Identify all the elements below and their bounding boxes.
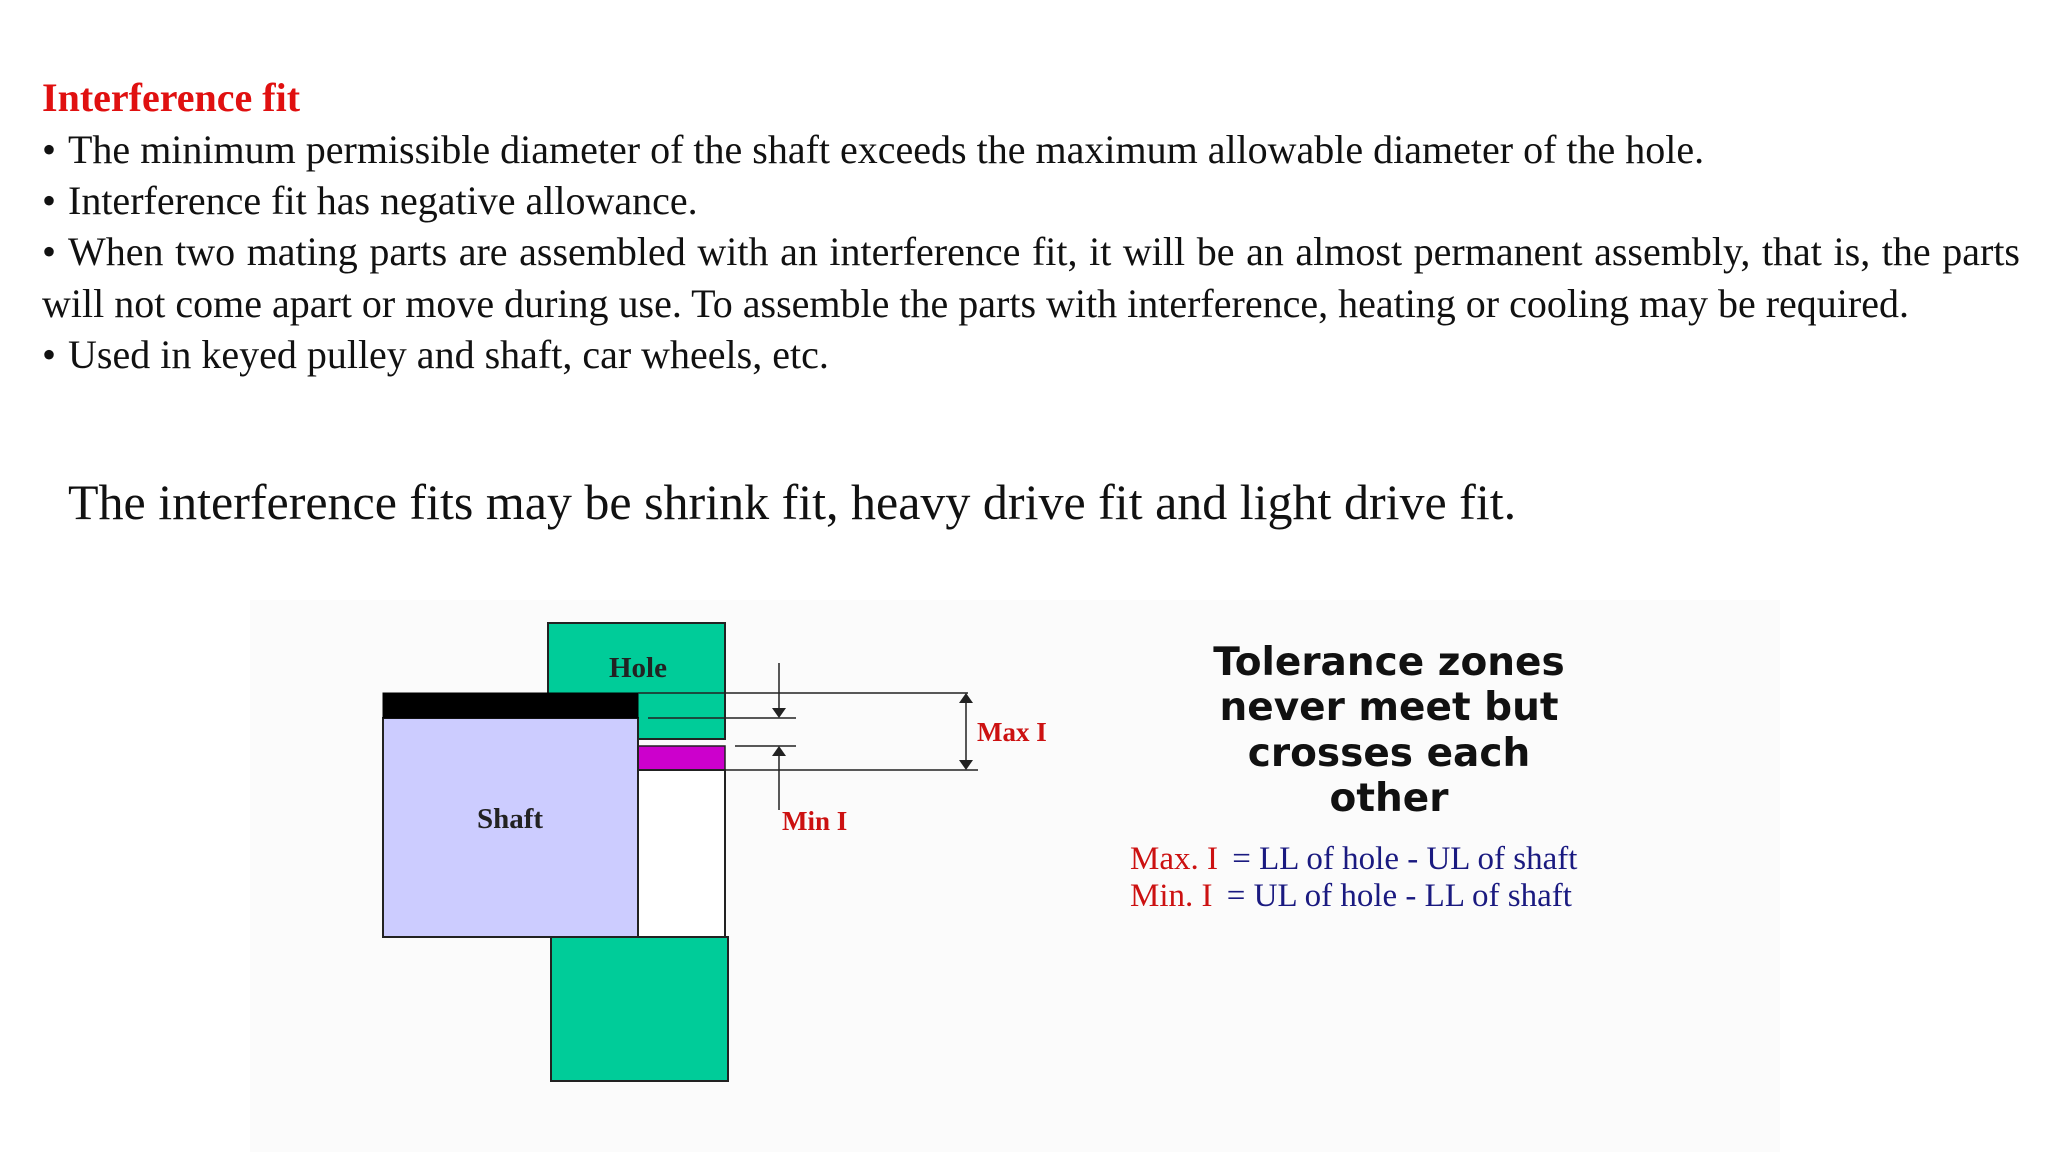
min-interference-formula [1130,878,1572,914]
heading: Interference fit [42,75,301,120]
bullet-text: Interference fit has negative allowance. [68,178,698,224]
max-interference-formula [1130,841,1577,877]
max-arrow-bottom-head [959,760,973,770]
summary-sentence: The interference fits may be shrink fit, heavy drive fit and light drive fit. [68,474,1517,530]
shaft-tolerance-zone [383,693,638,718]
formula-lhs: Max. I [1130,841,1218,877]
bullet-item [42,329,2020,380]
bullet-marker: • [42,127,57,172]
hole-bore [638,770,725,937]
bullet-marker: • [42,178,57,224]
bullet-item [42,226,2020,328]
bullet-text: When two mating parts are assembled with an interference fit, it will be an almost permanent assembly, that is, the parts will not come apart or move during use. To assemble the parts with interference, heating or cooling may be required. [42,229,2020,326]
min-interference-label: Min I [782,806,848,836]
diagram-canvas [250,600,1780,1152]
bullet-item [42,124,2020,175]
formula-rhs: = LL of hole - UL of shaft [1232,841,1578,877]
bullet-item [42,175,2020,226]
max-interference-label: Max I [977,717,1047,747]
tolerance-note-line: crosses each [1247,731,1531,776]
tolerance-note-line: Tolerance zones [1213,640,1565,685]
bullet-text: The minimum permissible diameter of the shaft exceeds the maximum allowable diameter of the hole. [68,127,1705,172]
bullet-marker: • [42,229,57,275]
formula-lhs: Min. I [1130,878,1213,914]
min-arrow-upper-head [772,708,786,718]
bullet-list [42,124,2020,380]
interference-fit-diagram [250,600,1780,1152]
tolerance-note-line: other [1329,776,1449,821]
hole-label: Hole [609,652,667,684]
tolerance-note-line: never meet but [1219,685,1559,730]
hole-tolerance-zone [638,746,725,770]
max-arrow-top-head [959,693,973,703]
bullet-marker: • [42,331,57,377]
hole-lower-block [551,937,728,1081]
shaft-label: Shaft [476,803,544,835]
min-arrow-lower-head [772,746,786,756]
formula-rhs: = UL of hole - LL of shaft [1226,878,1572,914]
bullet-text: Used in keyed pulley and shaft, car wheels, etc. [68,331,829,377]
